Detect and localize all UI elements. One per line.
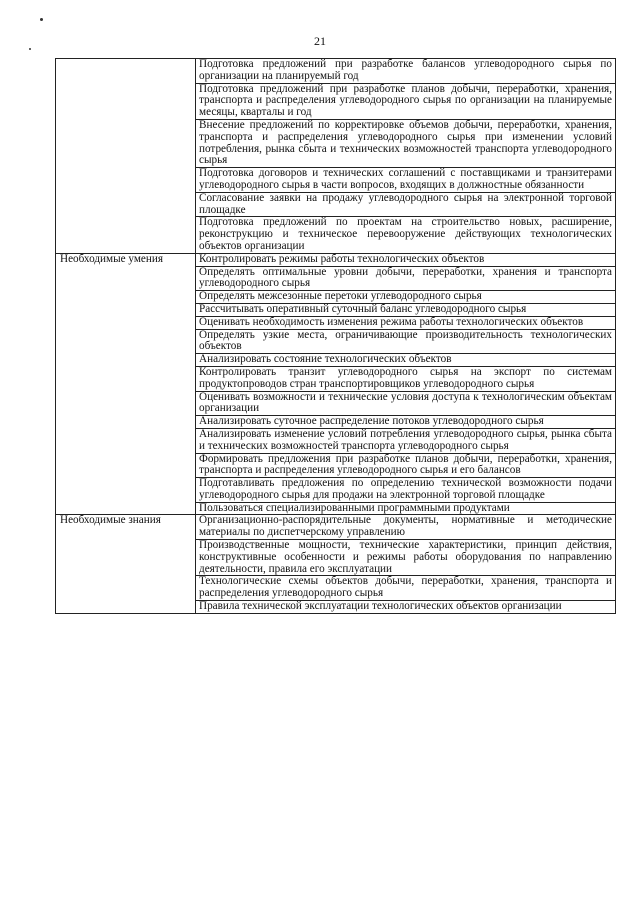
section-item: Анализировать состояние технологических объектов <box>196 354 616 367</box>
scan-artifact-dot <box>40 18 43 21</box>
section-label: Необходимые знания <box>56 515 196 613</box>
section-item: Оценивать необходимость изменения режима работы технологических объектов <box>196 316 616 329</box>
section-item: Контролировать режимы работы технологических объектов <box>196 253 616 266</box>
section-item: Внесение предложений по корректировке объемов добычи, переработки, хранения, транспорта и распределения углеводородного сырья при изменении условий потребления, рынка сбыта и технических возможностей транспорта углеводородного сырья <box>196 119 616 167</box>
section-item: Определять межсезонные перетоки углеводородного сырья <box>196 291 616 304</box>
section-item: Анализировать изменение условий потребления углеводородного сырья, рынка сбыта и технических возможностей транспорта углеводородного сырья <box>196 428 616 453</box>
section-item: Определять узкие места, ограничивающие производительность технологических объектов <box>196 329 616 354</box>
section-item: Определять оптимальные уровни добычи, переработки, хранения и транспорта углеводородного сырья <box>196 266 616 291</box>
section-item: Контролировать транзит углеводородного сырья на экспорт по системам продуктопроводов стран транспортировщиков углеводородного сырья <box>196 366 616 391</box>
table-row <box>56 253 616 266</box>
section-item: Подготовка предложений при разработке балансов углеводородного сырья по организации на планируемый год <box>196 59 616 84</box>
section-item: Анализировать суточное распределение потоков углеводородного сырья <box>196 416 616 429</box>
section-item: Подготовка договоров и технических соглашений с поставщиками и транзитерами углеводородного сырья в части вопросов, входящих в должностные обязанности <box>196 168 616 193</box>
table-row <box>56 515 616 540</box>
table-row <box>56 59 616 84</box>
section-item: Подготовка предложений по проектам на строительство новых, расширение, реконструкцию и техническое перевооружение действующих технологических объектов организации <box>196 217 616 253</box>
section-item: Рассчитывать оперативный суточный баланс углеводородного сырья <box>196 303 616 316</box>
section-item: Пользоваться специализированными программными продуктами <box>196 502 616 515</box>
section-item: Оценивать возможности и технические условия доступа к технологическим объектам организации <box>196 391 616 416</box>
section-item: Производственные мощности, технические характеристики, принцип действия, конструктивные особенности и режимы работы оборудования по направлению деятельности, правила его эксплуатации <box>196 540 616 576</box>
section-item: Подготавливать предложения по определению технической возможности подачи углеводородного сырья для продажи на электронной торговой площадке <box>196 478 616 503</box>
section-item: Подготовка предложений при разработке планов добычи, переработки, хранения, транспорта и распределения углеводородного сырья по организации на планируемые месяцы, кварталы и год <box>196 83 616 119</box>
section-item: Технологические схемы объектов добычи, переработки, хранения, транспорта и распределения углеводородного сырья <box>196 576 616 601</box>
section-item: Правила технической эксплуатации технологических объектов организации <box>196 601 616 614</box>
section-item: Организационно-распорядительные документы, нормативные и методические материалы по диспетчерскому управлению <box>196 515 616 540</box>
competency-table-wrapper <box>55 58 615 614</box>
page-number: 21 <box>314 34 326 48</box>
competency-table-body <box>56 59 616 614</box>
competency-table <box>55 58 616 614</box>
section-label: Необходимые умения <box>56 253 196 515</box>
section-label <box>56 59 196 254</box>
section-item: Согласование заявки на продажу углеводородного сырья на электронной торговой площадке <box>196 192 616 217</box>
section-item: Формировать предложения при разработке планов добычи, переработки, хранения, транспорта и распределения углеводородного сырья и его балансов <box>196 453 616 478</box>
